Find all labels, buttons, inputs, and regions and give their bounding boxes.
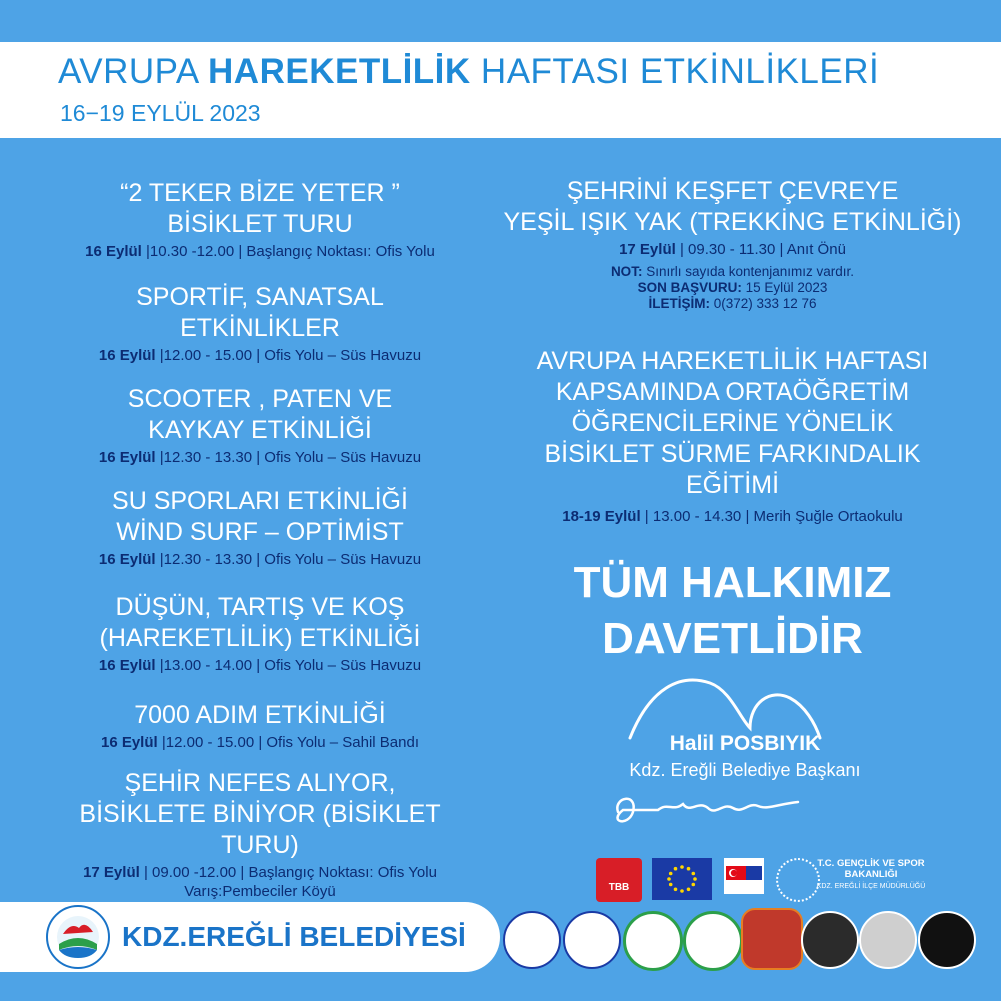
event-dates: 16−19 EYLÜL 2023: [60, 100, 261, 126]
event-info: 16 Eylül |12.00 - 15.00 | Ofis Yolu – Süs Havuzu: [98, 347, 422, 364]
invitation-text: TÜM HALKIMIZ DAVETLİDİR: [573, 558, 892, 663]
eu-flag-icon: [652, 858, 712, 900]
event-item: [40, 384, 480, 467]
event-info: 16 Eylül |12.30 - 13.30 | Ofis Yolu – Süs Havuzu: [98, 449, 422, 466]
municipality-logo: [45, 904, 111, 970]
event-title: DÜŞÜN, TARTIŞ VE KOŞ (HAREKETLİLİK) ETKİNLİĞİ: [99, 593, 421, 652]
partner-logo-paten: [859, 911, 917, 969]
signature-scribble: [598, 782, 838, 832]
ministry-logo: [776, 858, 820, 902]
event-item: [495, 176, 970, 312]
turkey-eu-flags-icon: [724, 858, 764, 894]
event-info: 16 Eylül |10.30 -12.00 | Başlangıç Noktası: Ofis Yolu: [85, 243, 435, 260]
event-title: ŞEHRİNİ KEŞFET ÇEVREYE YEŞİL IŞIK YAK (TREKKİNG ETKİNLİĞİ): [503, 177, 962, 236]
event-info: 18-19 Eylül | 13.00 - 14.30 | Merih Şuğle Ortaokulu: [562, 508, 903, 525]
partner-logo-eriqak: [741, 908, 803, 970]
event-item: [40, 700, 480, 752]
event-item: [40, 486, 480, 569]
municipality-name: KDZ.EREĞLİ BELEDİYESİ: [122, 921, 466, 952]
event-item: [495, 346, 970, 526]
event-info: 17 Eylül | 09.00 -12.00 | Başlangıç Noktası: Ofis Yolu Varış:Pembeciler Köyü: [83, 864, 437, 900]
ministry-text: T.C. GENÇLİK VE SPOR BAKANLIĞI KDZ. EREĞLİ İLÇE MÜDÜRLÜĞÜ: [816, 858, 926, 890]
event-title: SCOOTER , PATEN VE KAYKAY ETKİNLİĞİ: [127, 385, 393, 444]
event-info: 16 Eylül |13.00 - 14.00 | Ofis Yolu – Süs Havuzu: [98, 657, 422, 674]
event-item: [40, 178, 480, 261]
partner-logo-cycling-team: [683, 911, 743, 971]
partner-logo-bicycle-club: [563, 911, 621, 969]
header-banner: [0, 42, 1001, 138]
event-title: SU SPORLARI ETKİNLİĞİ WİND SURF – OPTİMİST: [112, 487, 408, 546]
event-title: AVRUPA HAREKETLİLİK HAFTASI KAPSAMINDA ORTAÖĞRETİM ÖĞRENCİLERİNE YÖNELİK BİSİKLET SÜRME FARKINDALIK EĞİTİMİ: [536, 347, 929, 499]
event-item: [40, 282, 480, 365]
event-title: ŞEHİR NEFES ALIYOR, BİSİKLETE BİNİYOR (BİSİKLET TURU): [79, 769, 441, 859]
event-title: SPORTİF, SANATSAL ETKİNLİKLER: [136, 283, 384, 342]
event-info: 16 Eylül |12.00 - 15.00 | Ofis Yolu – Sahil Bandı: [100, 734, 419, 751]
event-note: NOT: Sınırlı sayıda kontenjanımız vardır.: [610, 264, 855, 279]
mayor-name: Halil POSBIYIK: [669, 732, 821, 755]
event-info: 17 Eylül | 09.30 - 11.30 | Anıt Önü: [619, 241, 846, 258]
event-deadline: SON BAŞVURU: 15 Eylül 2023: [637, 280, 828, 295]
tbb-logo: TBB: [596, 858, 642, 902]
partner-logo-skate: [801, 911, 859, 969]
partner-logo-athletics: [623, 911, 683, 971]
event-contact: İLETİŞİM: 0(372) 333 12 76: [648, 296, 817, 311]
partner-logo-sailing: [503, 911, 561, 969]
event-title: “2 TEKER BİZE YETER ” BİSİKLET TURU: [120, 179, 400, 238]
page-title: AVRUPA HAREKETLİLİK HAFTASI ETKİNLİKLERİ: [58, 52, 880, 91]
event-item: [40, 592, 480, 675]
partner-logo-dance: [918, 911, 976, 969]
event-item: [40, 768, 480, 901]
event-info: 16 Eylül |12.30 - 13.30 | Ofis Yolu – Süs Havuzu: [98, 551, 422, 568]
mayor-title: Kdz. Ereğli Belediye Başkanı: [629, 760, 861, 780]
event-title: 7000 ADIM ETKİNLİĞİ: [134, 701, 386, 729]
